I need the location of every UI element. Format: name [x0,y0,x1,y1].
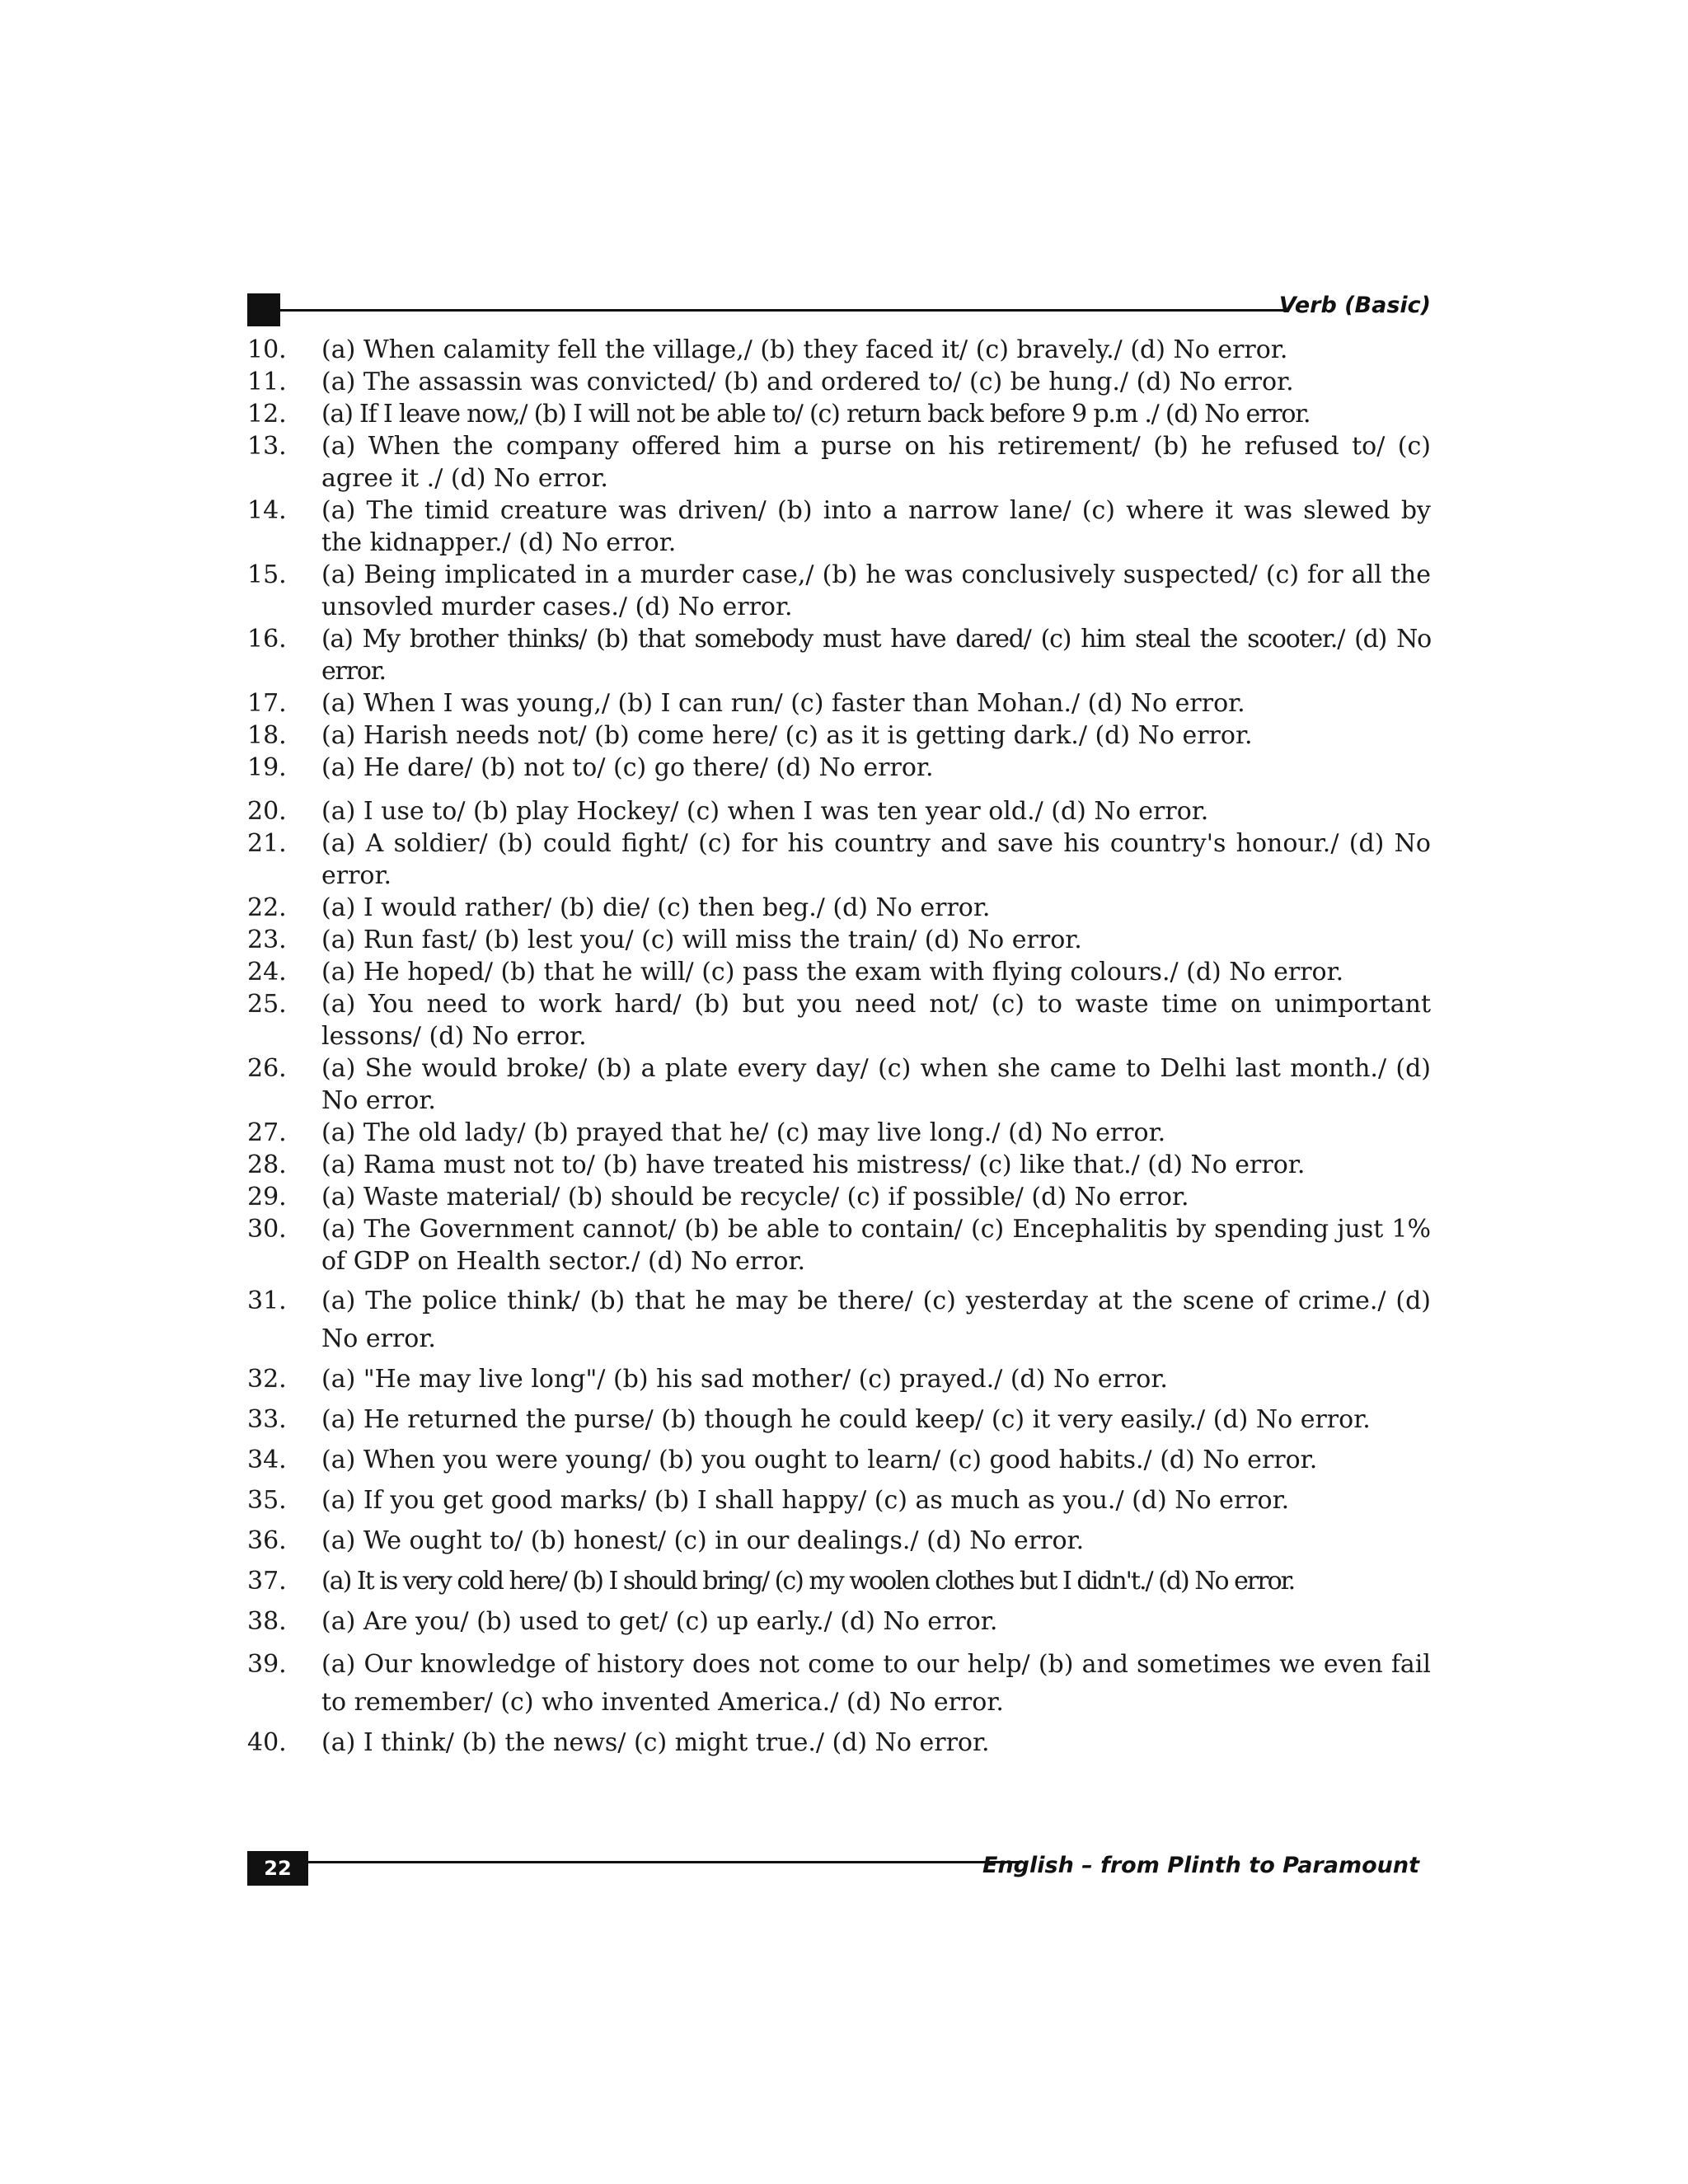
question-item [247,1181,1431,1213]
question-item [247,988,1431,1052]
question-number: 38. [247,1607,287,1636]
question-item [247,752,1431,784]
question-number: 32. [247,1365,287,1394]
question-text: (a) The Government cannot/ (b) be able to contain/ (c) Encephalitis by spending just 1% of GDP on Health sector./ (d) No error. [321,1215,1431,1276]
question-text: (a) Our knowledge of history does not come to our help/ (b) and sometimes we even fail to remember/ (c) who invented America./ (d) No error. [321,1650,1431,1717]
question-text: (a) The old lady/ (b) prayed that he/ (c) may live long./ (d) No error. [321,1118,1166,1147]
question-number: 25. [247,990,287,1019]
question-text: (a) The police think/ (b) that he may be there/ (c) yesterday at the scene of crime./ (d) No error. [321,1286,1431,1353]
question-text: (a) We ought to/ (b) honest/ (c) in our dealings./ (d) No error. [321,1526,1085,1555]
question-text: (a) Waste material/ (b) should be recycle/ (c) if possible/ (d) No error. [321,1183,1189,1212]
question-item [247,1363,1431,1395]
question-item [247,1646,1431,1722]
question-text: (a) He returned the purse/ (b) though he could keep/ (c) it very easily./ (d) No error. [321,1405,1371,1434]
question-item [247,623,1431,687]
question-number: 31. [247,1286,287,1315]
question-number: 35. [247,1486,287,1515]
question-item [247,1404,1431,1436]
question-text: (a) When the company offered him a purse on his retirement/ (b) he refused to/ (c) agree it ./ (d) No error. [321,432,1431,493]
question-text: (a) It is very cold here/ (b) I should bring/ (c) my woolen clothes but I didn't./ (d) No error. [321,1567,1295,1596]
question-text: (a) Harish needs not/ (b) come here/ (c) as it is getting dark./ (d) No error. [321,721,1253,750]
header-block-mark [247,293,280,326]
question-number: 33. [247,1405,287,1434]
question-text: (a) He hoped/ (b) that he will/ (c) pass the exam with flying colours./ (d) No error. [321,958,1344,987]
question-item [247,1605,1431,1638]
question-item [247,430,1431,494]
question-number: 13. [247,432,287,461]
question-item [247,559,1431,623]
question-text: (a) I think/ (b) the news/ (c) might true./ (d) No error. [321,1728,990,1757]
question-text: (a) When I was young,/ (b) I can run/ (c) faster than Mohan./ (d) No error. [321,689,1245,718]
running-header [247,290,1431,328]
question-item [247,1117,1431,1149]
question-number: 16. [247,625,287,654]
question-list [247,334,1431,1759]
question-number: 10. [247,335,287,364]
question-number: 11. [247,368,287,396]
question-text: (a) The timid creature was driven/ (b) into a narrow lane/ (c) where it was slewed by the kidnapper./ (d) No error. [321,496,1431,557]
question-number: 29. [247,1183,287,1212]
question-item [247,1484,1431,1516]
question-item [247,1282,1431,1358]
question-number: 28. [247,1151,287,1179]
question-item [247,795,1431,827]
question-text: (a) You need to work hard/ (b) but you need not/ (c) to waste time on unimportant lessons/ (d) No error. [321,990,1431,1051]
question-number: 34. [247,1446,287,1474]
question-text: (a) "He may live long"/ (b) his sad mother/ (c) prayed./ (d) No error. [321,1365,1168,1394]
book-title: English – from Plinth to Paramount [982,1853,1419,1878]
chapter-title: Verb (Basic) [1278,293,1431,318]
question-number: 24. [247,958,287,987]
footer-rule [308,1861,1019,1863]
question-number: 21. [247,829,287,858]
question-number: 17. [247,689,287,718]
question-item [247,1444,1431,1476]
question-text: (a) He dare/ (b) not to/ (c) go there/ (d) No error. [321,753,934,782]
question-text: (a) When you were young/ (b) you ought to learn/ (c) good habits./ (d) No error. [321,1446,1318,1474]
question-number: 15. [247,560,287,589]
question-number: 36. [247,1526,287,1555]
question-item [247,1213,1431,1277]
question-text: (a) She would broke/ (b) a plate every day/ (c) when she came to Delhi last month./ (d) No error. [321,1054,1431,1115]
question-text: (a) I would rather/ (b) die/ (c) then beg./ (d) No error. [321,893,991,922]
question-number: 39. [247,1650,287,1679]
question-item [247,687,1431,719]
question-text: (a) Are you/ (b) used to get/ (c) up early./ (d) No error. [321,1607,998,1636]
question-number: 20. [247,797,287,826]
question-text: (a) If I leave now,/ (b) I will not be able to/ (c) return back before 9 p.m ./ (d) No error. [321,400,1311,429]
question-number: 19. [247,753,287,782]
question-item [247,398,1431,430]
question-number: 22. [247,893,287,922]
question-text: (a) The assassin was convicted/ (b) and ordered to/ (c) be hung./ (d) No error. [321,368,1294,396]
question-item [247,1727,1431,1759]
header-rule [280,309,1287,312]
question-item [247,494,1431,559]
question-item [247,892,1431,924]
question-number: 23. [247,926,287,954]
question-number: 40. [247,1728,287,1757]
question-text: (a) A soldier/ (b) could fight/ (c) for his country and save his country's honour./ (d) No error. [321,829,1431,890]
question-text: (a) Run fast/ (b) lest you/ (c) will miss the train/ (d) No error. [321,926,1082,954]
question-number: 27. [247,1118,287,1147]
question-number: 18. [247,721,287,750]
question-number: 30. [247,1215,287,1244]
question-text: (a) My brother thinks/ (b) that somebody must have dared/ (c) him steal the scooter./ (d) No error. [321,625,1431,686]
question-text: (a) If you get good marks/ (b) I shall happy/ (c) as much as you./ (d) No error. [321,1486,1290,1515]
question-item [247,1149,1431,1181]
page-number: 22 [247,1851,308,1886]
question-item [247,1052,1431,1117]
question-number: 14. [247,496,287,525]
question-number: 12. [247,400,287,429]
question-text: (a) Rama must not to/ (b) have treated his mistress/ (c) like that./ (d) No error. [321,1151,1306,1179]
running-footer [247,1851,1431,1886]
question-text: (a) When calamity fell the village,/ (b) they faced it/ (c) bravely./ (d) No error. [321,335,1288,364]
question-item [247,1525,1431,1557]
question-item [247,956,1431,988]
question-item [247,827,1431,892]
question-text: (a) I use to/ (b) play Hockey/ (c) when I was ten year old./ (d) No error. [321,797,1209,826]
question-item [247,366,1431,398]
question-item [247,334,1431,366]
question-item [247,924,1431,956]
question-item [247,1565,1431,1597]
question-number: 26. [247,1054,287,1083]
question-number: 37. [247,1567,287,1596]
question-item [247,719,1431,752]
question-text: (a) Being implicated in a murder case,/ (b) he was conclusively suspected/ (c) for all the unsovled murder cases./ (d) No error. [321,560,1431,621]
